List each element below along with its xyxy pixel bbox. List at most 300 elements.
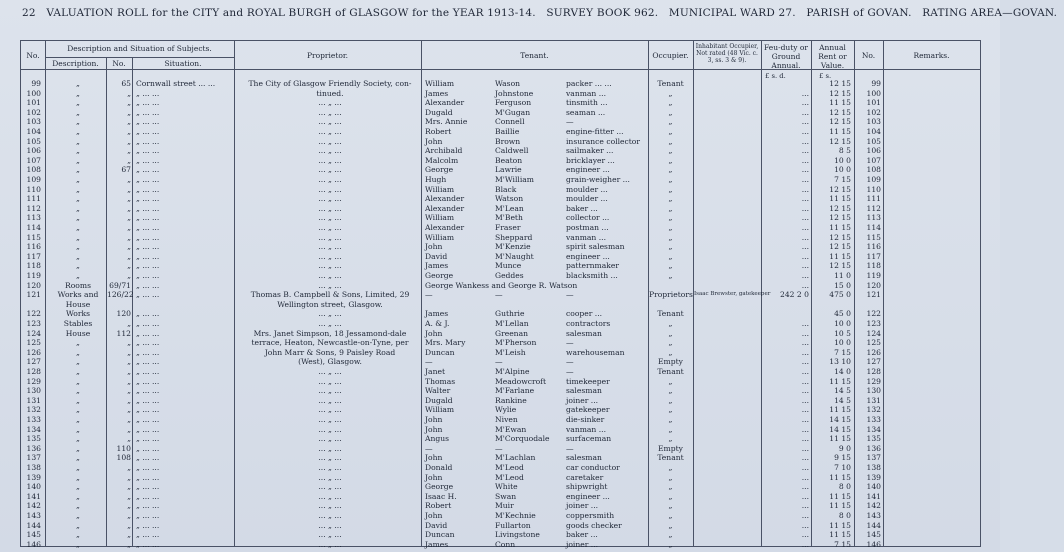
row-situation: „ ... ... [136, 136, 160, 146]
row-proprietor: ... „ ... [318, 395, 342, 405]
municipal-ward: MUNICIPAL WARD 27. [668, 7, 796, 19]
row-proprietor: ... „ ... [318, 165, 342, 175]
row-description: „ [76, 511, 80, 520]
rating-area: RATING AREA—GOVAN. [922, 7, 1058, 19]
row-tenant-surname: M'Corquodale [495, 434, 550, 444]
row-tenant-forename: Dugald [425, 395, 453, 405]
row-situation: „ ... ... [136, 453, 160, 463]
row-annual-rent: 7 15 [834, 347, 851, 357]
row-tenant-occupation: — [566, 338, 574, 348]
row-annual-rent: 10 0 [834, 319, 851, 328]
row-number: 124 [26, 328, 41, 338]
row-tenant-forename: Hugh [425, 175, 447, 184]
col-annual-rent: Annual Rent or Value. [818, 43, 847, 70]
row-occupier: „ [668, 98, 673, 108]
row-number: 123 [26, 319, 41, 328]
row-street-number: 126/22 [107, 290, 134, 300]
row-description: House [65, 299, 91, 309]
row-number-right: 138 [866, 463, 881, 472]
row-number-right: 146 [866, 539, 881, 549]
row-situation: „ ... ... [136, 309, 160, 319]
row-number: 143 [26, 511, 41, 520]
row-proprietor: ... „ ... [318, 261, 342, 271]
row-occupier: „ [668, 175, 673, 184]
row-number: 146 [26, 539, 41, 549]
row-situation: „ ... ... [136, 386, 160, 396]
row-tenant-forename: James [425, 261, 449, 271]
table-row [21, 530, 980, 539]
row-street-number: „ [127, 127, 131, 136]
row-situation: „ ... ... [136, 107, 160, 117]
row-tenant-surname: — [495, 357, 503, 367]
row-proprietor: Wellington street, Glasgow. [277, 299, 383, 309]
page-number: 22 [22, 7, 36, 19]
row-situation: „ ... ... [136, 232, 160, 242]
row-proprietor: ... „ ... [318, 491, 342, 501]
row-annual-rent: 7 15 [834, 539, 851, 549]
row-tenant-surname: White [495, 482, 518, 492]
row-description: „ [76, 539, 80, 549]
row-proprietor: ... „ ... [318, 117, 342, 127]
row-street-number: „ [127, 213, 131, 223]
row-number-right: 125 [866, 338, 881, 348]
row-proprietor: ... „ ... [318, 213, 342, 223]
row-number-right: 102 [866, 107, 881, 117]
valuation-table [20, 40, 981, 547]
row-number-right: 107 [866, 155, 881, 165]
row-tenant-forename: John [425, 415, 443, 424]
row-proprietor: ... „ ... [318, 443, 342, 453]
row-proprietor: ... „ ... [318, 415, 342, 424]
row-street-number: „ [127, 117, 131, 127]
row-situation: „ ... ... [136, 88, 160, 98]
row-description: „ [76, 127, 80, 136]
row-occupier: „ [668, 155, 673, 165]
row-annual-rent: 8 0 [838, 482, 851, 492]
row-number-right: 141 [866, 491, 881, 501]
row-occupier: „ [668, 530, 673, 540]
row-proprietor: terrace, Heaton, Newcastle-on-Tyne, per [251, 338, 409, 348]
row-occupier: „ [668, 434, 673, 444]
row-occupier: „ [668, 395, 673, 405]
row-tenant-surname: Wylie [495, 405, 517, 415]
row-tenant-forename: George [425, 165, 454, 175]
row-feu-duty: ... [801, 520, 809, 530]
col-proprietor: Proprietor. [306, 51, 349, 60]
row-proprietor: ... „ ... [318, 280, 342, 290]
row-annual-rent: 11 15 [829, 520, 851, 530]
table-row [21, 377, 980, 386]
row-description: „ [76, 415, 80, 424]
row-tenant-occupation: joiner ... [566, 501, 599, 511]
row-proprietor: ... „ ... [318, 511, 342, 520]
row-feu-duty: ... [801, 280, 809, 290]
row-feu-duty: ... [801, 367, 809, 376]
row-tenant-occupation: salesman [566, 328, 602, 338]
row-number-right: 119 [866, 271, 881, 280]
row-description: „ [76, 453, 80, 463]
row-number-right: 145 [866, 530, 881, 540]
table-row [21, 117, 980, 126]
row-proprietor: ... „ ... [318, 155, 342, 165]
row-tenant-surname: Niven [495, 415, 518, 424]
row-tenant-forename: Archibald [425, 146, 463, 156]
row-tenant-occupation: blacksmith ... [566, 271, 618, 280]
row-number: 136 [26, 443, 41, 453]
row-occupier: „ [668, 472, 673, 482]
row-tenant-surname: M'Pherson [495, 338, 537, 348]
row-proprietor: (West), Glasgow. [298, 357, 362, 367]
row-street-number: „ [127, 107, 131, 117]
table-row [21, 415, 980, 424]
row-proprietor: ... „ ... [318, 530, 342, 540]
row-number: 132 [26, 405, 41, 415]
row-proprietor: ... „ ... [318, 146, 342, 156]
row-occupier: „ [668, 223, 673, 232]
row-feu-duty: ... [801, 232, 809, 242]
row-annual-rent: 11 15 [829, 251, 851, 261]
row-tenant-occupation: contractors [566, 319, 611, 328]
row-annual-rent: 12 15 [829, 213, 851, 223]
row-tenant-occupation: goods checker [566, 520, 622, 530]
row-tenant-forename: Janet [425, 367, 446, 376]
row-description: „ [76, 520, 80, 530]
row-situation: „ ... ... [136, 463, 160, 472]
row-tenant-surname: Conn [495, 539, 516, 549]
row-description: Stables [63, 319, 93, 328]
row-tenant-forename: John [425, 328, 443, 338]
row-situation: „ ... ... [136, 328, 160, 338]
row-street-number: 110 [116, 443, 131, 453]
row-tenant-forename: John [425, 424, 443, 434]
row-feu-duty: ... [801, 347, 809, 357]
row-tenant-occupation: packer ... ... [566, 79, 612, 88]
row-feu-duty: ... [801, 463, 809, 472]
row-number-right: 136 [866, 443, 881, 453]
row-street-number: „ [127, 242, 131, 252]
row-tenant-surname: Ferguson [495, 98, 532, 108]
row-tenant-occupation: die-sinker [566, 415, 605, 424]
row-number: 127 [26, 357, 41, 367]
row-tenant-occupation: seaman ... [566, 107, 606, 117]
row-tenant-surname: Muir [495, 501, 514, 511]
table-row [21, 89, 980, 98]
table-row [21, 98, 980, 107]
row-annual-rent: 10 0 [834, 155, 851, 165]
row-street-number: „ [127, 261, 131, 271]
row-number-right: 120 [866, 280, 881, 290]
row-description: „ [76, 357, 80, 367]
row-description: Works and [57, 290, 99, 300]
row-annual-rent: 11 15 [829, 434, 851, 444]
row-tenant-surname: Sheppard [495, 232, 533, 242]
row-street-number: 65 [121, 79, 131, 88]
row-annual-rent: 11 15 [829, 472, 851, 482]
row-street-number: „ [127, 223, 131, 232]
row-number-right: 133 [866, 415, 881, 424]
row-description: Rooms [65, 280, 91, 290]
row-number: 130 [26, 386, 41, 396]
row-street-number: „ [127, 511, 131, 520]
row-number: 141 [26, 491, 41, 501]
row-description: „ [76, 107, 80, 117]
row-street-number: „ [127, 415, 131, 424]
row-description: „ [76, 175, 80, 184]
row-description: „ [76, 491, 80, 501]
row-number: 118 [26, 261, 41, 271]
row-description: „ [76, 395, 80, 405]
row-description: „ [76, 88, 80, 98]
col-number: No. [112, 59, 126, 68]
row-proprietor: ... „ ... [318, 424, 342, 434]
row-feu-duty: ... [801, 472, 809, 482]
row-number-right: 130 [866, 386, 881, 396]
row-description: „ [76, 434, 80, 444]
row-annual-rent: 13 10 [829, 357, 851, 367]
row-tenant-forename: Mrs. Mary [425, 338, 466, 348]
row-proprietor: ... „ ... [318, 434, 342, 444]
row-number: 112 [26, 203, 41, 213]
row-tenant-forename: Robert [425, 127, 452, 136]
row-tenant-forename: George Wankess and George R. Watson [425, 280, 578, 290]
row-number: 125 [26, 338, 41, 348]
row-tenant-surname: Greenan [495, 328, 528, 338]
row-tenant-forename: George [425, 482, 454, 492]
row-description: „ [76, 146, 80, 156]
row-feu-duty: ... [801, 453, 809, 463]
row-situation: „ ... ... [136, 203, 160, 213]
header-rule [45, 57, 234, 58]
row-tenant-occupation: coppersmith [566, 511, 615, 520]
row-annual-rent: 45 0 [834, 309, 851, 319]
row-tenant-occupation: joiner ... [566, 539, 599, 549]
row-description: „ [76, 367, 80, 376]
row-number: 145 [26, 530, 41, 540]
row-tenant-forename: David [425, 251, 448, 261]
row-description: „ [76, 424, 80, 434]
row-occupier: „ [668, 136, 673, 146]
row-occupier: „ [668, 146, 673, 156]
row-feu-duty: ... [801, 511, 809, 520]
row-annual-rent: 8 5 [838, 146, 851, 156]
row-proprietor: ... „ ... [318, 127, 342, 136]
row-tenant-forename: Alexander [425, 203, 465, 213]
row-number: 115 [26, 232, 41, 242]
row-tenant-forename: William [425, 232, 455, 242]
row-situation: „ ... ... [136, 367, 160, 376]
row-occupier: „ [668, 127, 673, 136]
row-number-right: 132 [866, 405, 881, 415]
row-proprietor: ... „ ... [318, 251, 342, 261]
row-street-number: „ [127, 251, 131, 261]
row-tenant-occupation: engineer ... [566, 251, 610, 261]
row-situation: „ ... ... [136, 165, 160, 175]
row-street-number: „ [127, 357, 131, 367]
row-occupier: „ [668, 165, 673, 175]
row-description: „ [76, 443, 80, 453]
row-annual-rent: 14 15 [829, 415, 851, 424]
row-feu-duty: ... [801, 501, 809, 511]
row-feu-duty: ... [801, 184, 809, 194]
row-number-right: 112 [866, 203, 881, 213]
table-row [21, 338, 980, 347]
row-number-right: 114 [866, 223, 881, 232]
row-tenant-surname: M'Kechnie [495, 511, 536, 520]
row-tenant-surname: M'Kenzie [495, 242, 531, 252]
row-occupier: „ [668, 482, 673, 492]
row-annual-rent: 11 15 [829, 223, 851, 232]
row-tenant-surname: Black [495, 184, 517, 194]
row-number: 103 [26, 117, 41, 127]
row-tenant-surname: M'Farlane [495, 386, 535, 396]
row-proprietor: Mrs. Janet Simpson, 18 Jessamond-dale [253, 328, 407, 338]
table-row [21, 492, 980, 501]
row-annual-rent: 12 15 [829, 242, 851, 252]
row-situation: „ ... ... [136, 443, 160, 453]
row-number: 108 [26, 165, 41, 175]
row-situation: „ ... ... [136, 357, 160, 367]
row-street-number: „ [127, 472, 131, 482]
row-feu-duty: ... [801, 117, 809, 127]
row-tenant-surname: M'Lellan [495, 319, 529, 328]
table-row [21, 137, 980, 146]
row-feu-duty: ... [801, 443, 809, 453]
row-situation: „ ... ... [136, 376, 160, 386]
row-situation: „ ... ... [136, 280, 160, 290]
row-number: 144 [26, 520, 41, 530]
row-occupier: „ [668, 184, 673, 194]
col-remarks: Remarks. [913, 51, 950, 60]
row-proprietor: ... „ ... [318, 463, 342, 472]
row-number-right: 121 [866, 290, 881, 300]
table-row [21, 204, 980, 213]
row-occupier: „ [668, 242, 673, 252]
row-description: „ [76, 232, 80, 242]
table-row [21, 175, 980, 184]
row-number: 105 [26, 136, 41, 146]
row-occupier: „ [668, 88, 673, 98]
row-number-right: 139 [866, 472, 881, 482]
row-number: 110 [26, 184, 41, 194]
row-situation: „ ... ... [136, 155, 160, 165]
page-title: VALUATION ROLL for the CITY and ROYAL BURGH of GLASGOW for the YEAR 1913-14. [46, 7, 536, 19]
row-number: 142 [26, 501, 41, 511]
survey-book: SURVEY BOOK 962. [546, 7, 659, 19]
col-no-right: No. [861, 51, 876, 60]
row-tenant-occupation: engine-fitter ... [566, 127, 624, 136]
row-street-number: „ [127, 395, 131, 405]
row-tenant-forename: A. & J. [425, 319, 450, 328]
row-tenant-surname: Baillie [495, 127, 520, 136]
row-tenant-forename: Alexander [425, 223, 465, 232]
row-tenant-forename: Isaac H. [425, 491, 457, 501]
row-proprietor: ... „ ... [318, 501, 342, 511]
row-number: 134 [26, 424, 41, 434]
row-number: 129 [26, 376, 41, 386]
row-number-right: 140 [866, 482, 881, 492]
row-street-number: „ [127, 136, 131, 146]
row-tenant-surname: M'Beth [495, 213, 523, 223]
row-tenant-occupation: warehouseman [566, 347, 625, 357]
row-feu-duty: ... [801, 357, 809, 367]
row-street-number: „ [127, 405, 131, 415]
table-row [21, 165, 980, 174]
row-feu-duty: ... [801, 242, 809, 252]
row-situation: „ ... ... [136, 213, 160, 223]
row-number-right: 118 [866, 261, 881, 271]
row-number: 120 [26, 280, 41, 290]
row-feu-duty: ... [801, 491, 809, 501]
row-number-right: 115 [866, 232, 881, 242]
table-row [21, 290, 980, 299]
row-proprietor: ... „ ... [318, 223, 342, 232]
row-number-right: 101 [866, 98, 881, 108]
row-proprietor: tinued. [316, 88, 344, 98]
row-number-right: 116 [866, 242, 881, 252]
row-description: „ [76, 463, 80, 472]
row-situation: „ ... ... [136, 395, 160, 405]
row-tenant-forename: John [425, 242, 443, 252]
col-inhabitant-occupier: Inhabitant Occupier, Not rated (48 Vic. c. 3, ss. 3 & 9). [695, 43, 759, 64]
row-proprietor: ... „ ... [318, 184, 342, 194]
row-situation: „ ... ... [136, 424, 160, 434]
row-proprietor: ... „ ... [318, 376, 342, 386]
table-row [21, 233, 980, 242]
row-number: 107 [26, 155, 41, 165]
row-tenant-forename: Walter [425, 386, 451, 396]
row-feu-duty: ... [801, 338, 809, 348]
row-tenant-occupation: vanman ... [566, 88, 606, 98]
row-feu-duty: ... [801, 175, 809, 184]
row-feu-duty: ... [801, 146, 809, 156]
table-row [21, 194, 980, 203]
row-feu-duty: ... [801, 213, 809, 223]
row-description: House [65, 328, 91, 338]
table-row [21, 357, 980, 366]
row-situation: „ ... ... [136, 175, 160, 184]
row-annual-rent: 11 15 [829, 127, 851, 136]
row-street-number: „ [127, 376, 131, 386]
row-occupier: „ [668, 213, 673, 223]
row-street-number: „ [127, 424, 131, 434]
row-tenant-surname: Caldwell [495, 146, 529, 156]
row-street-number: „ [127, 520, 131, 530]
row-annual-rent: 12 15 [829, 107, 851, 117]
row-annual-rent: 12 15 [829, 184, 851, 194]
table-row [21, 127, 980, 136]
row-tenant-forename: Alexander [425, 194, 465, 204]
row-proprietor: ... „ ... [318, 319, 342, 328]
row-tenant-occupation: car conductor [566, 463, 620, 472]
row-situation: „ ... ... [136, 520, 160, 530]
row-number: 100 [26, 88, 41, 98]
col-no: No. [26, 51, 40, 60]
table-row [21, 223, 980, 232]
row-number: 117 [26, 251, 41, 261]
row-number: 119 [26, 271, 41, 280]
row-tenant-forename: William [425, 405, 455, 415]
row-situation: „ ... ... [136, 530, 160, 540]
row-occupier: Proprietors [649, 290, 693, 300]
row-tenant-occupation: shipwright [566, 482, 608, 492]
row-tenant-surname: M'Naught [495, 251, 534, 261]
row-proprietor: ... „ ... [318, 520, 342, 530]
row-feu-duty: ... [801, 539, 809, 549]
row-number: 111 [26, 194, 41, 204]
row-number-right: 128 [866, 367, 881, 376]
row-tenant-surname: Rankine [495, 395, 527, 405]
table-row [21, 271, 980, 280]
